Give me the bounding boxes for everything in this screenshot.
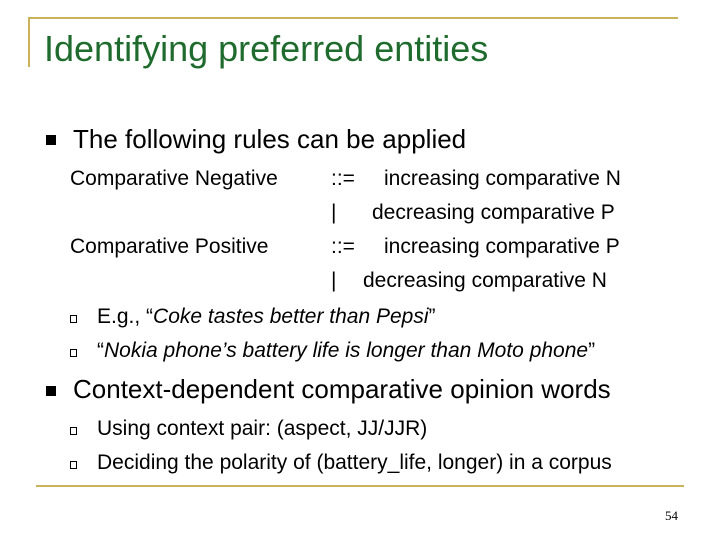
slide-title: Identifying preferred entities — [44, 28, 489, 69]
sub-bullet-marker — [70, 427, 77, 435]
rule-2-operator: | — [331, 201, 337, 224]
bullet-1-text: The following rules can be applied — [73, 124, 467, 154]
bullet-marker — [46, 135, 56, 145]
rule-1-alternative: increasing comparative N — [384, 167, 621, 190]
rule-4-alternative: decreasing comparative N — [363, 269, 607, 292]
rule-3-operator: ::= — [331, 235, 355, 258]
rule-2-alternative: decreasing comparative P — [372, 201, 615, 224]
example-2: “Nokia phone’s battery life is longer than Moto phone” — [97, 339, 596, 362]
rule-1-label: Comparative Negative — [70, 167, 278, 190]
page-number: 54 — [665, 508, 678, 523]
bullet-marker — [46, 386, 56, 396]
rule-3-alternative: increasing comparative P — [384, 235, 620, 258]
sub-bullet-marker — [70, 461, 77, 469]
sub-bullet-marker — [70, 315, 77, 323]
rule-4-operator: | — [331, 269, 337, 292]
frame-bottom-line — [36, 485, 684, 487]
context-item-2: Deciding the polarity of (battery_life, longer) in a corpus — [97, 451, 612, 474]
bullet-2-text: Context-dependent comparative opinion words — [73, 374, 611, 404]
rule-1-operator: ::= — [331, 167, 355, 190]
context-item-1: Using context pair: (aspect, JJ/JJR) — [97, 417, 428, 440]
frame-top-line — [28, 17, 678, 19]
sub-bullet-marker — [70, 349, 77, 357]
frame-left-line — [28, 17, 30, 67]
example-1: E.g., “Coke tastes better than Pepsi” — [97, 305, 436, 328]
rule-3-label: Comparative Positive — [70, 235, 269, 258]
